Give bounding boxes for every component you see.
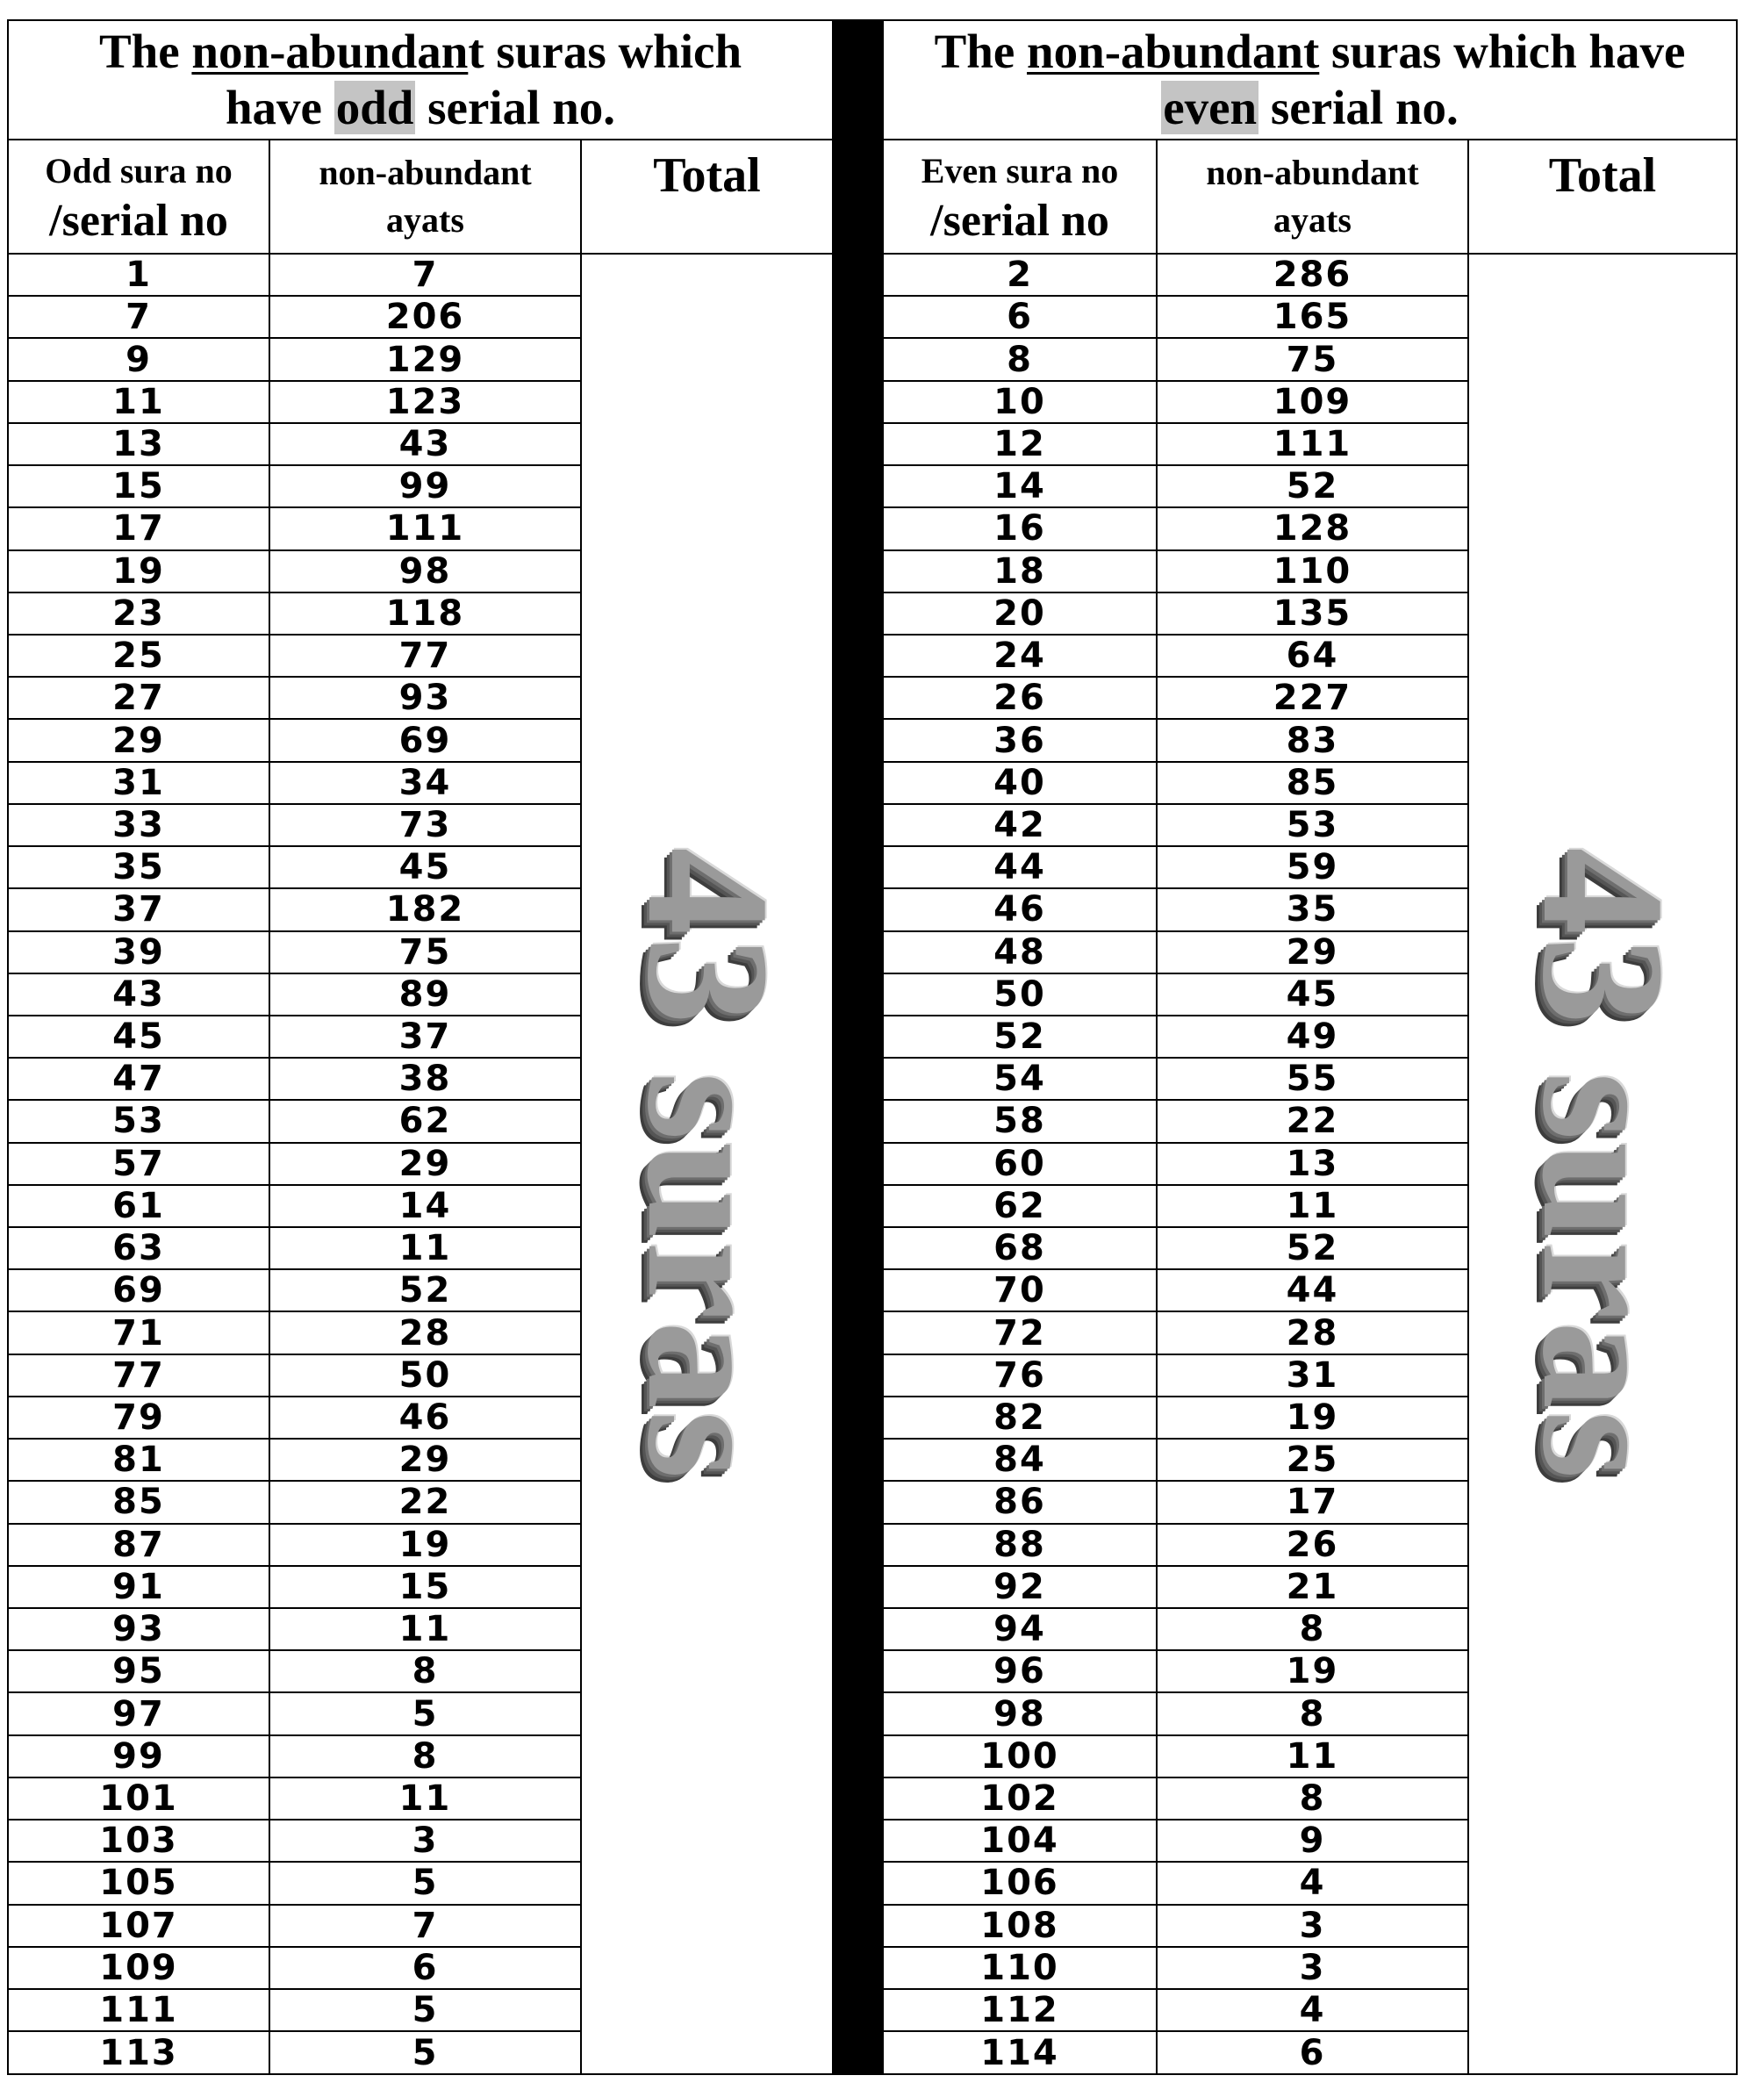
ayat-count-cell: 11 [269, 1608, 581, 1650]
sura-number-cell: 57 [8, 1143, 269, 1185]
total-suras-label: 43 suras [1506, 847, 1701, 1481]
ayat-count-cell: 21 [1157, 1566, 1468, 1608]
sura-number-cell: 36 [883, 719, 1157, 761]
ayat-count-cell: 98 [269, 550, 581, 592]
sura-number-cell: 7 [8, 296, 269, 338]
sura-number-cell: 62 [883, 1185, 1157, 1227]
ayat-count-cell: 5 [269, 1862, 581, 1904]
sura-number-cell: 79 [8, 1397, 269, 1439]
ayat-count-cell: 206 [269, 296, 581, 338]
ayat-count-cell: 75 [1157, 338, 1468, 380]
sura-number-cell: 13 [8, 423, 269, 465]
ayat-count-cell: 165 [1157, 296, 1468, 338]
ayat-count-cell: 29 [1157, 931, 1468, 973]
sura-number-cell: 14 [883, 465, 1157, 507]
sura-number-cell: 27 [8, 677, 269, 719]
col-header-ayats: non-abundant ayats [269, 140, 581, 254]
sura-number-cell: 44 [883, 846, 1157, 888]
even-suras-rows [883, 254, 1737, 2074]
sura-number-cell: 104 [883, 1820, 1157, 1862]
ayat-count-cell: 11 [1157, 1185, 1468, 1227]
table-row [8, 254, 833, 296]
sura-number-cell: 60 [883, 1143, 1157, 1185]
ayat-count-cell: 62 [269, 1100, 581, 1142]
col-header-sura-no: Even sura no /serial no [883, 140, 1157, 254]
ayat-count-cell: 52 [1157, 1227, 1468, 1269]
sura-number-cell: 48 [883, 931, 1157, 973]
odd-suras-title [8, 20, 833, 140]
ayat-count-cell: 50 [269, 1354, 581, 1397]
sura-number-cell: 68 [883, 1227, 1157, 1269]
ayat-count-cell: 38 [269, 1058, 581, 1100]
ayat-count-cell: 4 [1157, 1862, 1468, 1904]
ayat-count-cell: 111 [1157, 423, 1468, 465]
title-text: have [225, 81, 334, 134]
ayat-count-cell: 5 [269, 1989, 581, 2031]
sura-number-cell: 72 [883, 1311, 1157, 1354]
ayat-count-cell: 89 [269, 973, 581, 1016]
ayat-count-cell: 6 [1157, 2031, 1468, 2074]
sura-number-cell: 29 [8, 719, 269, 761]
sura-number-cell: 19 [8, 550, 269, 592]
panel-divider [832, 19, 882, 2075]
sura-number-cell: 53 [8, 1100, 269, 1142]
title-text: serial no. [415, 81, 616, 134]
sura-number-cell: 25 [8, 635, 269, 677]
ayat-count-cell: 99 [269, 465, 581, 507]
ayat-count-cell: 11 [269, 1777, 581, 1820]
sura-number-cell: 2 [883, 254, 1157, 296]
sura-number-cell: 112 [883, 1989, 1157, 2031]
sura-number-cell: 93 [8, 1608, 269, 1650]
ayat-count-cell: 3 [1157, 1947, 1468, 1989]
ayat-count-cell: 64 [1157, 635, 1468, 677]
sura-number-cell: 85 [8, 1481, 269, 1523]
ayat-count-cell: 46 [269, 1397, 581, 1439]
sura-number-cell: 10 [883, 381, 1157, 423]
ayat-count-cell: 8 [269, 1650, 581, 1692]
sura-number-cell: 84 [883, 1439, 1157, 1481]
sura-number-cell: 111 [8, 1989, 269, 2031]
sura-number-cell: 69 [8, 1269, 269, 1311]
ayat-count-cell: 85 [1157, 762, 1468, 804]
ayat-count-cell: 25 [1157, 1439, 1468, 1481]
ayat-count-cell: 118 [269, 592, 581, 635]
ayat-count-cell: 109 [1157, 381, 1468, 423]
sura-number-cell: 102 [883, 1777, 1157, 1820]
sura-number-cell: 16 [883, 507, 1157, 549]
sura-number-cell: 43 [8, 973, 269, 1016]
sura-number-cell: 96 [883, 1650, 1157, 1692]
sura-number-cell: 76 [883, 1354, 1157, 1397]
ayat-count-cell: 52 [269, 1269, 581, 1311]
ayat-count-cell: 26 [1157, 1524, 1468, 1566]
sura-number-cell: 92 [883, 1566, 1157, 1608]
sura-number-cell: 114 [883, 2031, 1157, 2074]
sura-number-cell: 91 [8, 1566, 269, 1608]
ayat-count-cell: 8 [1157, 1692, 1468, 1734]
ayat-count-cell: 75 [269, 931, 581, 973]
ayat-count-cell: 11 [269, 1227, 581, 1269]
sura-number-cell: 86 [883, 1481, 1157, 1523]
sura-number-cell: 45 [8, 1016, 269, 1058]
title-underlined-text: non-abundant [1027, 25, 1320, 78]
sura-number-cell: 95 [8, 1650, 269, 1692]
ayat-count-cell: 227 [1157, 677, 1468, 719]
ayat-count-cell: 14 [269, 1185, 581, 1227]
sura-number-cell: 58 [883, 1100, 1157, 1142]
title-text: The [98, 25, 192, 78]
sura-number-cell: 35 [8, 846, 269, 888]
ayat-count-cell: 69 [269, 719, 581, 761]
sura-number-cell: 94 [883, 1608, 1157, 1650]
title-text: The [934, 25, 1028, 78]
sura-number-cell: 20 [883, 592, 1157, 635]
odd-suras-panel [7, 19, 832, 2075]
sura-number-cell: 18 [883, 550, 1157, 592]
even-suras-table [882, 19, 1738, 2075]
ayat-count-cell: 19 [269, 1524, 581, 1566]
sura-number-cell: 31 [8, 762, 269, 804]
ayat-count-cell: 28 [1157, 1311, 1468, 1354]
ayat-count-cell: 19 [1157, 1397, 1468, 1439]
ayat-count-cell: 44 [1157, 1269, 1468, 1311]
ayat-count-cell: 77 [269, 635, 581, 677]
ayat-count-cell: 43 [269, 423, 581, 465]
sura-number-cell: 12 [883, 423, 1157, 465]
sura-number-cell: 98 [883, 1692, 1157, 1734]
sura-number-cell: 50 [883, 973, 1157, 1016]
sura-number-cell: 105 [8, 1862, 269, 1904]
ayat-count-cell: 8 [1157, 1608, 1468, 1650]
ayat-count-cell: 7 [269, 1905, 581, 1947]
total-suras-label: 43 suras [610, 847, 805, 1481]
ayat-count-cell: 28 [269, 1311, 581, 1354]
sura-number-cell: 54 [883, 1058, 1157, 1100]
ayat-count-cell: 93 [269, 677, 581, 719]
sura-number-cell: 39 [8, 931, 269, 973]
sura-number-cell: 26 [883, 677, 1157, 719]
sura-number-cell: 33 [8, 804, 269, 846]
sura-number-cell: 88 [883, 1524, 1157, 1566]
ayat-count-cell: 83 [1157, 719, 1468, 761]
sura-number-cell: 108 [883, 1905, 1157, 1947]
col-header-sura-no: Odd sura no /serial no [8, 140, 269, 254]
sura-number-cell: 8 [883, 338, 1157, 380]
sura-number-cell: 100 [883, 1735, 1157, 1777]
ayat-count-cell: 11 [1157, 1735, 1468, 1777]
ayat-count-cell: 34 [269, 762, 581, 804]
ayat-count-cell: 13 [1157, 1143, 1468, 1185]
sura-number-cell: 81 [8, 1439, 269, 1481]
sura-number-cell: 97 [8, 1692, 269, 1734]
ayat-count-cell: 129 [269, 338, 581, 380]
sura-number-cell: 42 [883, 804, 1157, 846]
sura-number-cell: 110 [883, 1947, 1157, 1989]
sura-number-cell: 103 [8, 1820, 269, 1862]
ayat-count-cell: 31 [1157, 1354, 1468, 1397]
sura-number-cell: 109 [8, 1947, 269, 1989]
sura-number-cell: 101 [8, 1777, 269, 1820]
ayat-count-cell: 123 [269, 381, 581, 423]
sura-number-cell: 17 [8, 507, 269, 549]
ayat-count-cell: 128 [1157, 507, 1468, 549]
sura-number-cell: 107 [8, 1905, 269, 1947]
title-text: serial no. [1258, 81, 1459, 134]
title-text: suras which have [1319, 25, 1686, 78]
ayat-count-cell: 182 [269, 888, 581, 930]
sura-number-cell: 1 [8, 254, 269, 296]
col-header-total: Total [581, 140, 833, 254]
even-suras-title [883, 20, 1737, 140]
sura-number-cell: 70 [883, 1269, 1157, 1311]
ayat-count-cell: 37 [269, 1016, 581, 1058]
sura-number-cell: 99 [8, 1735, 269, 1777]
sura-number-cell: 71 [8, 1311, 269, 1354]
ayat-count-cell: 55 [1157, 1058, 1468, 1100]
sura-number-cell: 15 [8, 465, 269, 507]
sura-number-cell: 37 [8, 888, 269, 930]
ayat-count-cell: 22 [269, 1481, 581, 1523]
ayat-count-cell: 29 [269, 1143, 581, 1185]
ayat-count-cell: 19 [1157, 1650, 1468, 1692]
sura-number-cell: 82 [883, 1397, 1157, 1439]
title-highlighted-text: odd [335, 81, 414, 134]
ayat-count-cell: 8 [269, 1735, 581, 1777]
ayat-count-cell: 111 [269, 507, 581, 549]
sura-number-cell: 23 [8, 592, 269, 635]
ayat-count-cell: 17 [1157, 1481, 1468, 1523]
sura-number-cell: 11 [8, 381, 269, 423]
col-header-total: Total [1468, 140, 1737, 254]
ayat-count-cell: 59 [1157, 846, 1468, 888]
sura-number-cell: 77 [8, 1354, 269, 1397]
even-suras-panel [882, 19, 1736, 2075]
sura-number-cell: 47 [8, 1058, 269, 1100]
ayat-count-cell: 6 [269, 1947, 581, 1989]
ayat-count-cell: 45 [269, 846, 581, 888]
ayat-count-cell: 135 [1157, 592, 1468, 635]
total-cell [1468, 254, 1737, 2074]
sura-number-cell: 63 [8, 1227, 269, 1269]
odd-suras-rows [8, 254, 833, 2074]
ayat-count-cell: 3 [1157, 1905, 1468, 1947]
ayat-count-cell: 110 [1157, 550, 1468, 592]
col-header-ayats: non-abundant ayats [1157, 140, 1468, 254]
ayat-count-cell: 35 [1157, 888, 1468, 930]
sura-number-cell: 46 [883, 888, 1157, 930]
ayat-count-cell: 29 [269, 1439, 581, 1481]
ayat-count-cell: 9 [1157, 1820, 1468, 1862]
sura-number-cell: 106 [883, 1862, 1157, 1904]
ayat-count-cell: 49 [1157, 1016, 1468, 1058]
ayat-count-cell: 15 [269, 1566, 581, 1608]
sura-number-cell: 40 [883, 762, 1157, 804]
sura-number-cell: 52 [883, 1016, 1157, 1058]
title-text: t suras which [468, 25, 742, 78]
ayat-count-cell: 73 [269, 804, 581, 846]
title-underlined-text: non-abundan [191, 25, 469, 78]
ayat-count-cell: 45 [1157, 973, 1468, 1016]
ayat-count-cell: 5 [269, 1692, 581, 1734]
ayat-count-cell: 8 [1157, 1777, 1468, 1820]
ayat-count-cell: 22 [1157, 1100, 1468, 1142]
odd-suras-table [7, 19, 834, 2075]
ayat-count-cell: 4 [1157, 1989, 1468, 2031]
ayat-count-cell: 7 [269, 254, 581, 296]
ayat-count-cell: 286 [1157, 254, 1468, 296]
table-row [883, 254, 1737, 296]
total-cell [581, 254, 833, 2074]
ayat-count-cell: 3 [269, 1820, 581, 1862]
ayat-count-cell: 52 [1157, 465, 1468, 507]
sura-number-cell: 61 [8, 1185, 269, 1227]
title-highlighted-text: even [1163, 81, 1258, 134]
sura-number-cell: 9 [8, 338, 269, 380]
ayat-count-cell: 53 [1157, 804, 1468, 846]
sura-number-cell: 113 [8, 2031, 269, 2074]
sura-number-cell: 24 [883, 635, 1157, 677]
sura-number-cell: 6 [883, 296, 1157, 338]
ayat-count-cell: 5 [269, 2031, 581, 2074]
sura-number-cell: 87 [8, 1524, 269, 1566]
